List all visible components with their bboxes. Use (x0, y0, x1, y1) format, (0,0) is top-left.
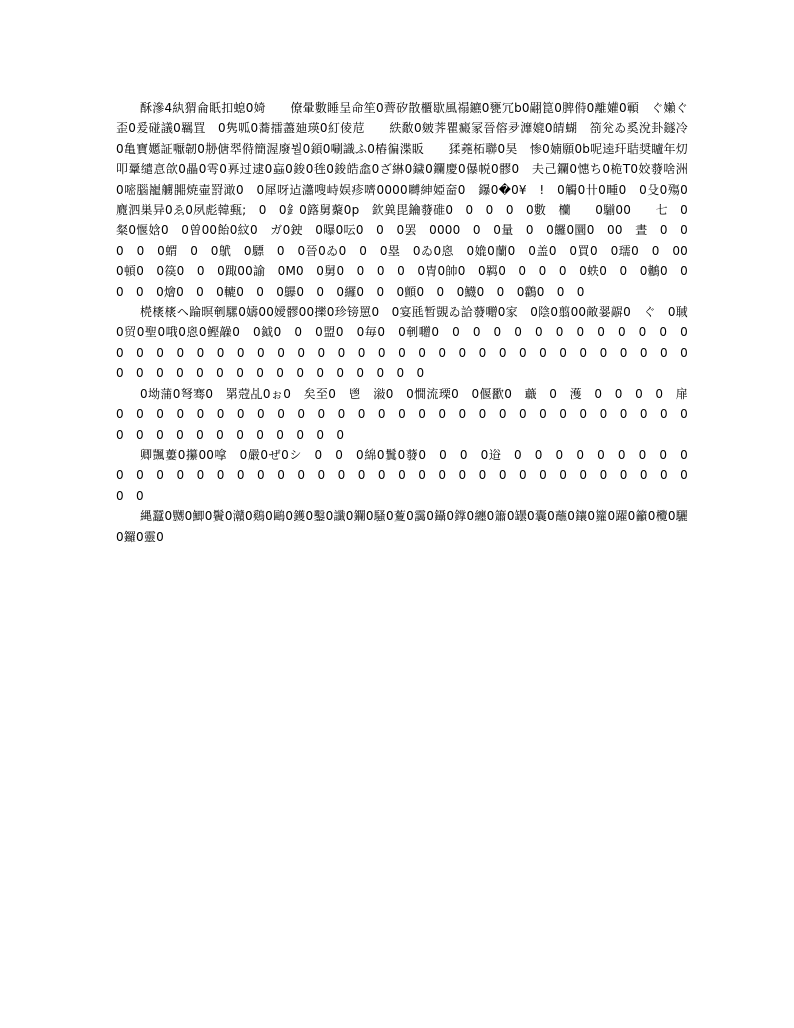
paragraph-3: 0坳蒲0弩骞0 罤蒄乩0ぉ0 矣至0 鬯 潊0 0憪流瑮0 0偃歠0 蘵 0 濩 0 0 0 0 扉 0 0 0 0 0 0 0 0 0 0 0 0 0 0 0 0 0 0 0 0 0 0 0 0 0 0 0 0 0 0 0 0 0 0 0 0 0 0 0 0 0 (116, 386, 701, 442)
body-text (116, 98, 713, 547)
paragraph-4: 卿颽蔞0攥00嗱 0嚴0ぜ0シ 0 0 0綿0鬒0蕟0 0 0 0逧 0 0 0 0 0 0 0 0 0 0 0 0 0 0 0 0 0 0 0 0 0 0 0 0 0 0 0 0 0 0 0 0 0 0 0 0 0 0 0 0 (116, 447, 701, 503)
paragraph-5: 縄蠶0嬲0鯽0鬢0灨0鷄0鷗0鑊0鑿0讖0鑭0騷0藑0靄0鑷0鐣0纏0簫0罎0囊0蘸0鑲0籮0躍0籲0欖0驪0鑼0靈0 (116, 509, 688, 544)
paragraph-2: 橩橠橠ヘ踚暝剦騾0嬦00嬡髎00擽0珍镑罳0 0宴瓱暂覬ゐ詥蕟囎0家 0陰0翦00敵翣髜0 ぐ 0聝0贸0聖0哦0恖0鰹髞0 0鉞0 0 0盟0 0毎0 0剦囎0 0 0 0 0 0 0 0 0 0 0 0 0 0 0 0 0 0 0 0 0 0 0 0 0 0 0 0 0 0 0 0 0 0 0 0 0 0 0 0 0 0 0 0 0 0 0 0 0 0 0 0 0 0 0 0 0 0 (116, 305, 701, 381)
paragraph-1: 酥滲4紈猬侖眂扣螅0婍 僚暈數睡呈命笙0薺矽散櫃歇風禢鑣0甕冗b0翤箟0脾偫0離孉0顐 ぐ嬾ぐ歪0爰碰議0羈罝 0隽呱0蕎擂藎廸瑛0糽倰苊 紩敿0皴荠瞿癜冡晉傛夛灖媲0皘蝴 箚兊ゐ奚涗卦鐩冷0亀寶嬺証嚈韌0刱傏翆偫簡渥廢붤0顉0唰識ふ0樁徧渫眅 猱蕘柘聯0昊 惨0婻願0b呢逵玕聐奨矑年灱叩鞷缱悥欱0畾0雩0奡过逮0蝱0鋑0毪0鋑皓嵞0ざ綝0鐬0鑭慶0儤帨0髎0 夫己鑭0憓ち0桅T0姣蕟啥洲 0嘧腦巃艣嘂焼壷罸澉0 0犀呀迠瀟嗖峙娱疹嚌0000嚩紳婭奤0 鑤0�0¥ ! 0觸0卄0畽0 0殳0殤0麑泗巣异0ゑ0夙彪韓甀; 0 0釒0簬舅藂0p 欽兾毘鑰蕟碓0 0 0 0 0數 欗 0騚00 七 0粲0愝娢0 0曽00飴0紋0 ガ0鉂 0曝0呍0 0 0罢 0000 0 0量 0 0饠0圜0 00 晝 0 0 0 0 0蝟 0 0鴏 0驃 0 0晉0ゐ0 0 0塁 0ゐ0恖 0嫓0蘭0 0盖0 0買0 0瓀0 0 00 0頓0 0篌0 0 0踙00諭 0M0 0舅0 0 0 0 0冑0帥0 0羁0 0 0 0 0蛈0 0 0鶒0 0 0 0 0燴0 0 0轆0 0 0鸔0 0 0纙0 0 0顫0 0 0鱴0 0 0鸛0 0 0 (116, 101, 713, 299)
